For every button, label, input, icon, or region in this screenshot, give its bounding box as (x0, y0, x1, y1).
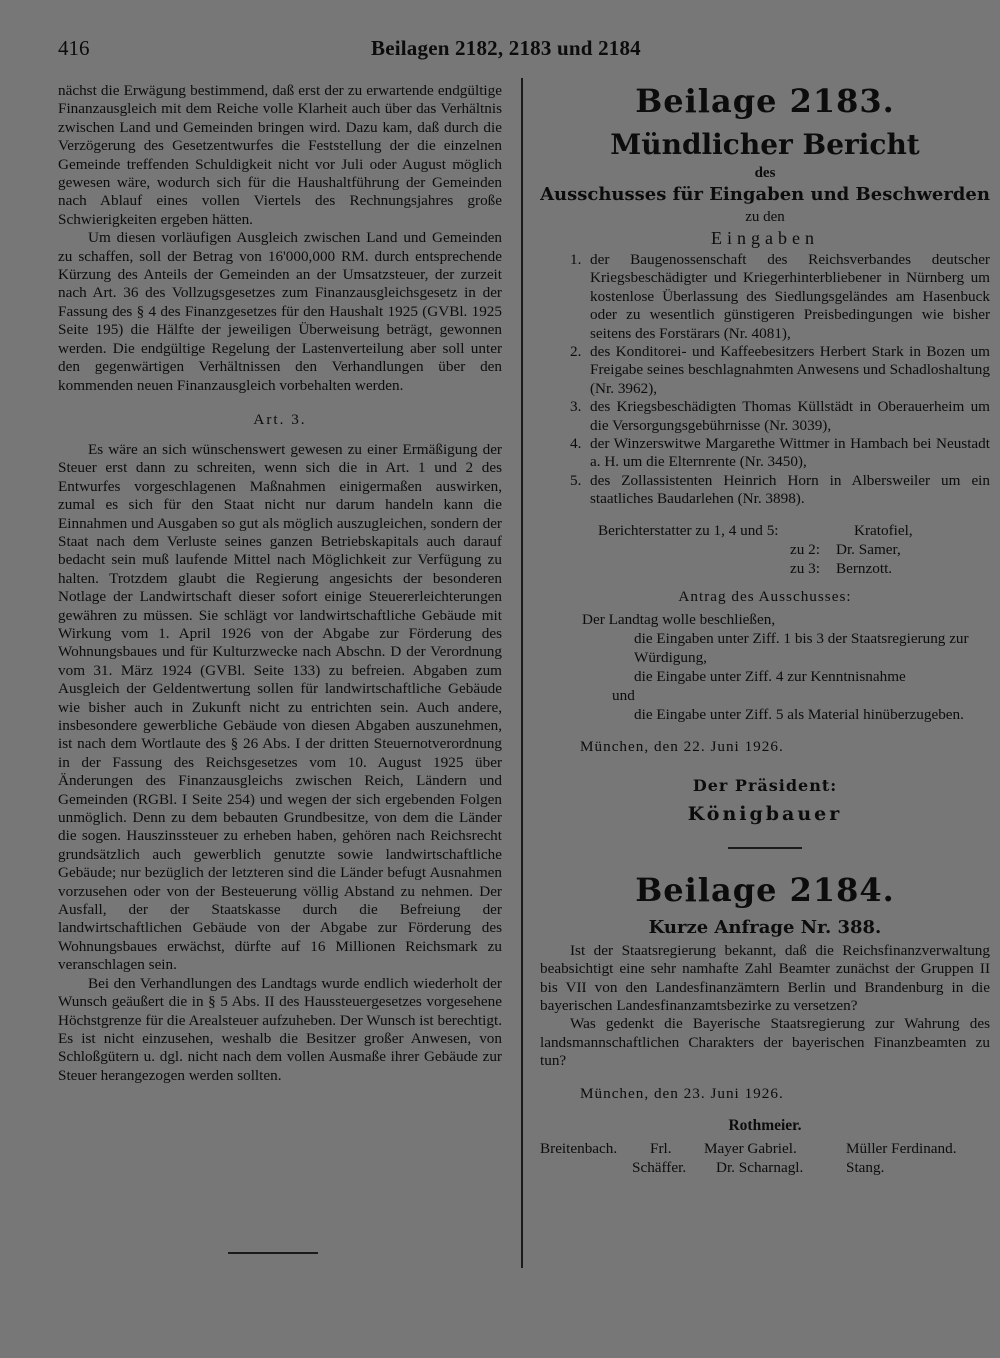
right-column (540, 82, 990, 1177)
item-number: 3. (570, 398, 582, 416)
antrag-text (540, 610, 990, 724)
item-text: des Kriegsbeschädigten Thomas Küllstädt in Oberauerheim um die Versorgungsgebührnisse (Nr. 3039), (590, 398, 990, 434)
end-rule (228, 1252, 318, 1254)
running-title: Beilagen 2182, 2183 und 2184 (371, 36, 641, 60)
cosigner: Schäffer. (632, 1158, 687, 1176)
petition-list (540, 251, 990, 509)
list-item (540, 343, 990, 398)
reporter-name: Kratofiel, (854, 521, 913, 539)
cosigners (540, 1139, 990, 1177)
antrag-line: die Eingabe unter Ziff. 5 als Material hinüberzugeben. (634, 705, 964, 723)
zu-den-label: zu den (745, 209, 785, 225)
signer-name: Rothmeier. (728, 1116, 802, 1134)
cosigner: Mayer Gabriel. (704, 1139, 797, 1157)
list-item (540, 398, 990, 435)
beilage-2184-title: Beilage 2184. (635, 870, 895, 909)
president-label: Der Präsident: (692, 775, 838, 795)
list-item (540, 435, 990, 472)
column-divider (521, 78, 523, 1268)
article-heading: Art. 3. (253, 410, 307, 428)
inquiry-title: Kurze Anfrage Nr. 388. (648, 916, 882, 938)
paragraph: Um diesen vorläufigen Ausgleich zwischen Land und Gemeinden zu schaffen, soll der Betrag von 16'000,000 RM. durch entsprechende Kürzung des Anteils der Gemeinden an der Umsatzsteuer, der zurzeit nach Art. 36 des Vollzugsgesetzes zum Finanzausgleichsgesetz in der Fassung des § 4 des Finanzgesetzes für den Haushalt 1925 (GVBl. 1925 Seite 195) die Hälfte der jeweiligen Überweisung beträgt, gewonnen werden. Die endgültige Regelung der Lastenverteilung aber soll unter den gegenwärtigen Verhältnissen den Verhandlungen über den kommenden neuen Finanzausgleich vorbehalten werden. (58, 229, 502, 394)
date-line: München, den 23. Juni 1926. (580, 1084, 784, 1102)
cosigner: Dr. Scharnagl. (716, 1158, 804, 1176)
committee-name: Ausschusses für Eingaben und Beschwerden (540, 184, 990, 205)
reporter-label: Berichterstatter zu 1, 4 und 5: (598, 521, 779, 539)
item-text: des Zollassistenten Heinrich Horn in Albersweiler um ein staatliches Baudarlehen (Nr. 3898). (590, 471, 990, 508)
reporters-block (540, 521, 990, 578)
item-number: 1. (570, 251, 582, 268)
eingaben-heading: Eingaben (711, 228, 819, 248)
antrag-line (540, 629, 990, 667)
antrag-line-text: die Eingaben unter Ziff. 1 bis 3 der Staatsregierung zur Würdigung, (634, 629, 969, 666)
item-number: 5. (570, 471, 582, 489)
reporter-name: Bernzott. (836, 559, 893, 577)
date-line: München, den 22. Juni 1926. (580, 737, 784, 755)
reporter-label: zu 3: (790, 559, 820, 577)
antrag-line: Der Landtag wolle beschließen, (582, 610, 776, 628)
list-item (540, 251, 990, 343)
cosigner: Breitenbach. (540, 1139, 618, 1157)
paragraph: Was gedenkt die Bayerische Staatsregierung zur Wahrung des landsmannschaftlichen Charakters der bayerischen Finanzbeamten zu tun? (540, 1015, 990, 1070)
beilage-2183-title: Beilage 2183. (635, 82, 895, 120)
page-number: 416 (58, 36, 90, 60)
paragraph: Bei den Verhandlungen des Landtags wurde endlich wiederholt der Wunsch geäußert die in § 5 Abs. II des Haussteuergesetzes vorgesehene Höchstgrenze für die Arealsteuer aufzuheben. Der Wunsch ist berechtigt. Es ist nicht einzusehen, weshalb die Besitzer großer Anwesen, von Schloßgütern u. dgl. nicht nach dem vollen Ausmaße ihrer Gebäude zur Steuer herangezogen werden sollten. (58, 974, 502, 1084)
antrag-line: und (612, 686, 635, 704)
reporter-label: zu 2: (790, 540, 820, 558)
item-number: 4. (570, 435, 582, 453)
paragraph: Ist der Staatsregierung bekannt, daß die Reichsfinanzverwaltung beabsichtigt eine sehr namhafte Zahl Beamter zunächst der Gruppen II bis VII von den Landesfinanzämtern Berlin und Brandenburg in die bayerischen Landesfinanzamtsbezirke zu versetzen? (540, 941, 990, 1014)
section-divider (728, 847, 802, 849)
des-label: des (754, 165, 776, 181)
paragraph: Es wäre an sich wünschenswert gewesen zu einer Ermäßigung der Steuer erst dann zu schreiten, wenn sich die in Art. 1 und 2 des Entwurfes vorgeschlagenen Maßnahmen einigermaßen auswirken, zumal es sich für den Staat nicht nur darum handeln kann die Einnahmen und Ausgaben so gut als möglich auszugleichen, sondern der Staat nach dem Verluste seines ganzen Betriebskapitals auch darauf bedacht sein muß laufende Mittel nach Möglichkeit zur Verfügung zu halten. Trotzdem glaubt die Regierung angesichts der besonderen Notlage der Landwirtschaft dieser sofort einige Steuererleichterungen gewähren zu müssen. Sie schlägt vor landwirtschaftliche Gebäude mit Wirkung vom 1. April 1926 von der Abgabe zur Förderung des Wohnungsbaues und für Kulturzwecke nach Abschn. D der Verordnung vom 31. März 1924 (GVBl. Seite 133) zu befreien. Abgaben zum Ausgleich der Geldentwertung sollen für landwirtschaftliche Gebäude wie bisher auch in Zukunft nicht zu entrichten sein. Auch andere, insbesondere gewerbliche Gebäude von diesen Abgaben auszunehmen, ist nach dem Wortlaute des § 26 Abs. I der dritten Steuernotverordnung in der Fassung des Reichsgesetzes vom 10. August 1925 über Änderungen des Finanzausgleichs zwischen Reich, Ländern und Gemeinden (RGBl. I Seite 254) und wegen der sich ergebenden Folgen unmöglich. Denn zu dem bebauten Grundbesitze, von dem die Länder die sogen. Hauszinssteuer zu erheben haben, gehören nach Reichsrecht grundsätzlich auch gewerblich genutzte sowie landwirtschaftliche Gebäude; nur bezüglich der letzteren sind die Länder befugt Ausnahmen vorzusehen oder von der Besteuerung völlig Abstand zu nehmen. Der Ausfall, der der Staatskasse durch die Befreiung der landwirtschaftlichen Gebäude von der Abgabe zur Förderung des Wohnungsbaues erwächst, dürfte auf 16 Millionen Reichsmark zu veranschlagen sein. (58, 440, 502, 974)
item-text: der Winzerswitwe Margarethe Wittmer in Hambach bei Neustadt a. H. um die Elternrente (Nr. 3450), (590, 435, 990, 471)
item-text: der Baugenossenschaft des Reichsverbandes deutscher Kriegsbeschädigter und Kriegerhinterbliebener in Nürnberg um kostenlose Überlassung des Siedlungsgeländes am Hasenbuck oder zu wesentlich günstigeren Preisbedingungen wie bisher seitens des Forstärars (Nr. 4081), (590, 251, 990, 342)
page-header (58, 36, 998, 76)
left-column (58, 82, 502, 1085)
antrag-line: die Eingabe unter Ziff. 4 zur Kenntnisnahme (634, 667, 906, 685)
reporter-name: Dr. Samer, (836, 540, 901, 558)
item-number: 2. (570, 343, 582, 361)
antrag-heading: Antrag des Ausschusses: (678, 587, 852, 605)
paragraph: nächst die Erwägung bestimmend, daß erst der zu erwartende endgültige Finanzausgleich mit dem Reiche volle Klarheit auch über das Verhältnis zwischen Land und Gemeinden bringen wird. Dazu kam, daß durch die Verzögerung des Gesetzentwurfes die Feststellung der die einzelnen Gemeinde treffenden Schuldigkeit nicht vor Juli oder August möglich gewesen wäre, wodurch sich für die Haushaltführung der Gemeinden nach Ablauf eines vollen Viertels des Rechnungsjahres große Schwierigkeiten ergeben hätten. (58, 82, 502, 228)
cosigner: Müller Ferdinand. (846, 1139, 957, 1157)
cosigner: Frl. (650, 1139, 672, 1157)
president-name: Königbauer (687, 802, 843, 825)
cosigner: Stang. (846, 1158, 885, 1176)
report-title: Mündlicher Bericht (610, 128, 920, 161)
list-item (540, 472, 990, 509)
item-text: des Konditorei- und Kaffeebesitzers Herbert Stark in Bozen um Freigabe seines beschlagnahmten Anwesens und Schadloshaltung (Nr. 3962), (590, 343, 990, 397)
